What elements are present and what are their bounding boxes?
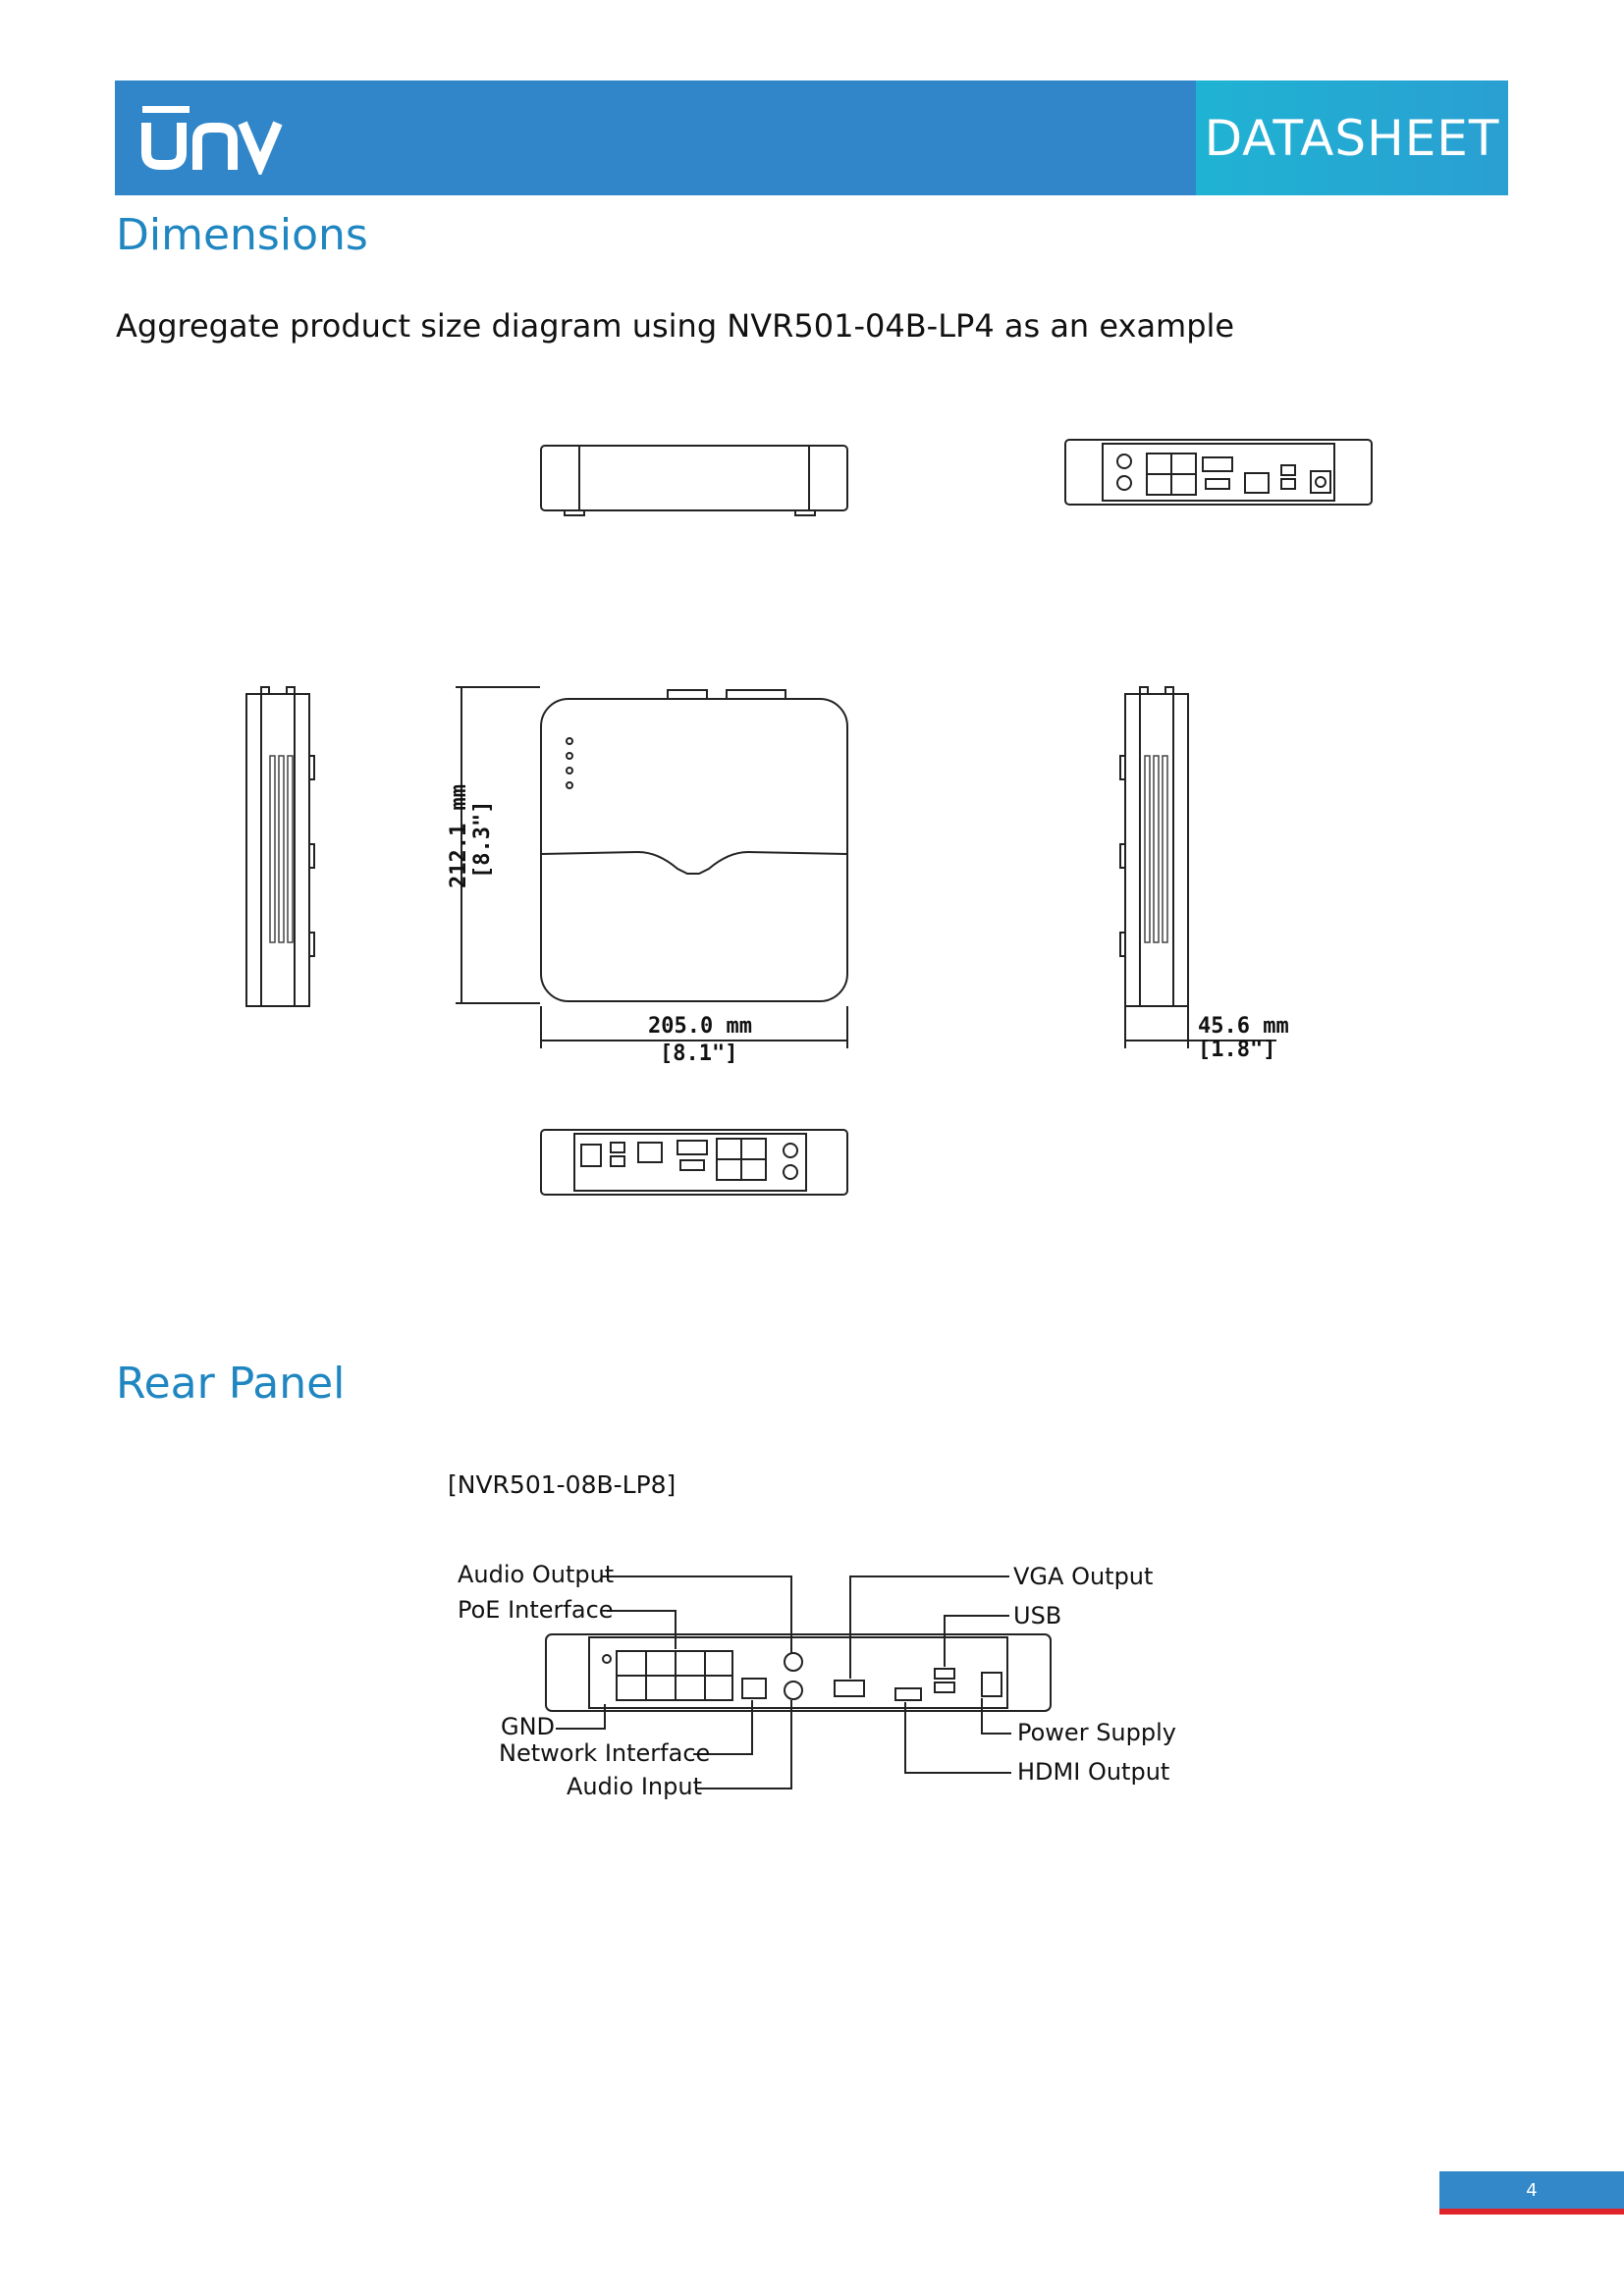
label-vga-output: VGA Output (1013, 1563, 1154, 1590)
label-poe-interface: PoE Interface (458, 1596, 614, 1624)
label-gnd: GND (501, 1713, 556, 1740)
rear-panel-model: [NVR501-08B-LP8] (448, 1470, 677, 1499)
width-mm-label: 205.0 mm (648, 1014, 752, 1039)
label-hdmi-output: HDMI Output (1017, 1758, 1170, 1786)
label-network-interface: Network Interface (499, 1739, 711, 1767)
depth-in-label: [1.8"] (1198, 1038, 1276, 1062)
depth-mm-label: 45.6 mm (1198, 1014, 1289, 1039)
height-mm-label: 212.1 mm (447, 784, 471, 888)
vent-slots-left (270, 756, 293, 942)
logo-text: unv (138, 100, 140, 101)
top-view (456, 687, 847, 1048)
dimensions-caption: Aggregate product size diagram using NVR501-04B-LP4 as an example (116, 307, 1235, 345)
right-side-view (1120, 687, 1276, 1048)
dimensions-title: Dimensions (116, 210, 368, 260)
front-view (541, 446, 847, 515)
label-audio-output: Audio Output (458, 1561, 615, 1588)
page-number-badge (1439, 2171, 1624, 2215)
page-number: 4 (1526, 2179, 1538, 2201)
doc-type-label: DATASHEET (1196, 80, 1508, 195)
label-usb: USB (1013, 1602, 1062, 1629)
width-in-label: [8.1"] (660, 1041, 738, 1066)
rear-view-bottom (541, 1130, 847, 1195)
rear-view-top (1065, 440, 1372, 505)
label-audio-input: Audio Input (567, 1773, 702, 1800)
left-side-view (246, 687, 314, 1006)
height-in-label: [8.3"] (470, 800, 495, 879)
rear-panel-title: Rear Panel (116, 1359, 346, 1409)
label-power-supply: Power Supply (1017, 1719, 1176, 1746)
vent-slots-right (1145, 756, 1167, 942)
rear-panel-diagram (0, 1531, 1624, 1826)
